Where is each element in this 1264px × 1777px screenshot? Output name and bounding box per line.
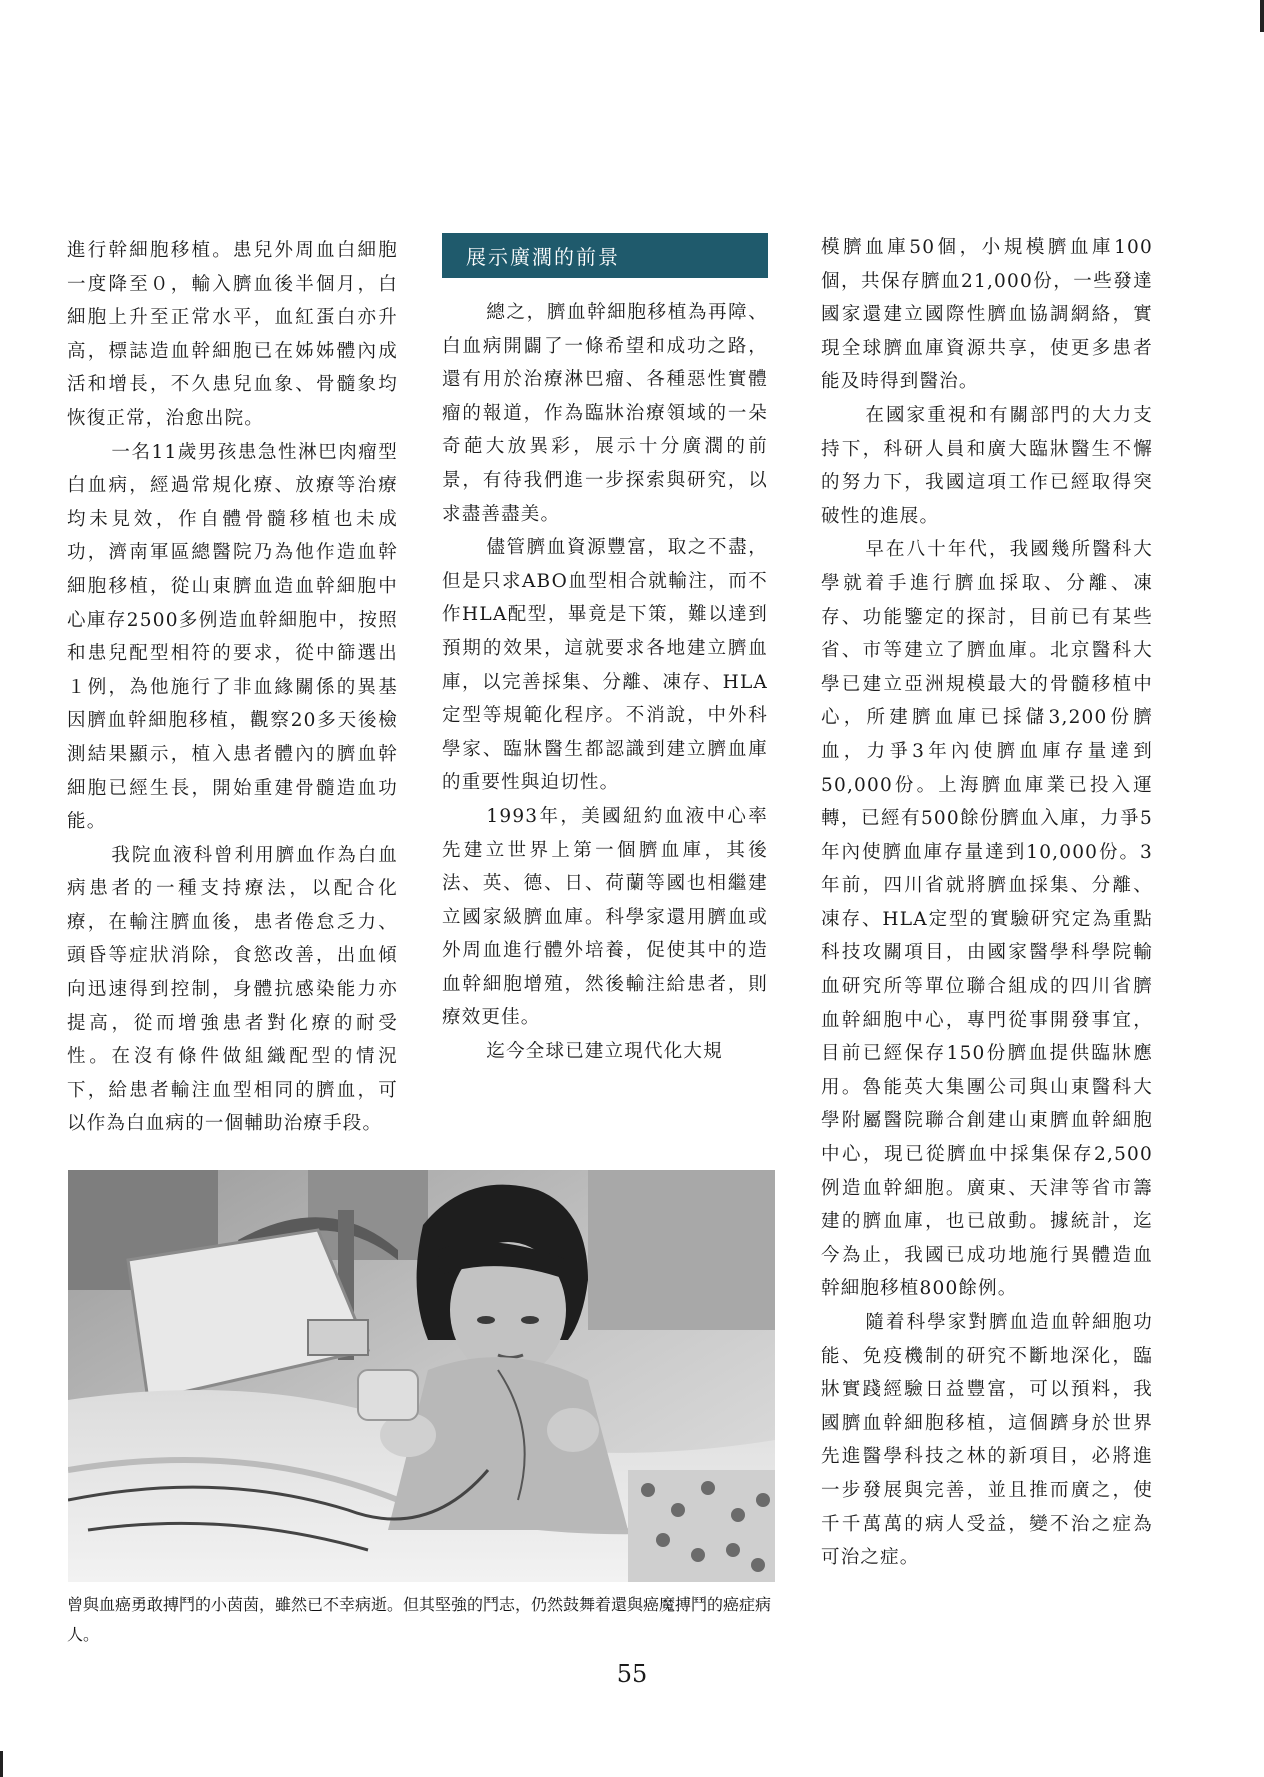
photo-caption: 曾與血癌勇敢搏鬥的小茵茵，雖然已不幸病逝。但其堅強的鬥志，仍然鼓舞着還與癌魔搏鬥的癌症病人。	[67, 1595, 772, 1644]
scan-edge-mark	[0, 1751, 3, 1777]
paragraph: 迄今全球已建立現代化大規	[486, 1041, 723, 1063]
paragraph: 隨着科學家對臍血造血幹細胞功能、免疫機制的研究不斷地深化，臨牀實踐經驗日益豐富，可以預料，我國臍血幹細胞移植，這個躋身於世界先進醫學科技之林的新項目，必將進一步發展與完善，並且推而廣之，使千千萬萬的病人受益，變不治之症為可治之症。	[821, 1312, 1153, 1569]
text-column-3	[821, 231, 1153, 1575]
paragraph: 一名11歲男孩患急性淋巴肉瘤型白血病，經過常規化療、放療等治療均未見效，作自體骨髓移植也未成功，濟南軍區總醫院乃為他作造血幹細胞移植，從山東臍血造血幹細胞中心庫存2500多例造血幹細胞中，按照和患兒配型相符的要求，從中篩選出１例，為他施行了非血緣關係的異基因臍血幹細胞移植，觀察20多天後檢測結果顯示，植入患者體內的臍血幹細胞已經生長，開始重建骨髓造血功能。	[67, 441, 398, 833]
photo-child-in-hospital-bed	[68, 1170, 775, 1582]
paragraph: 我院血液科曾利用臍血作為白血病患者的一種支持療法，以配合化療，在輸注臍血後，患者倦怠乏力、頭昏等症狀消除，食慾改善，出血傾向迅速得到控制，身體抗感染能力亦提高，從而增強患者對化療的耐受性。在沒有條件做組織配型的情況下，給患者輸注血型相同的臍血，可以作為白血病的一個輔助治療手段。	[67, 844, 398, 1135]
paragraph: 1993年，美國紐約血液中心率先建立世界上第一個臍血庫，其後法、英、德、日、荷蘭等國也相繼建立國家級臍血庫。科學家還用臍血或外周血進行體外培養，促使其中的造血幹細胞增殖，然後輸注給患者，則療效更佳。	[442, 805, 768, 1029]
paragraph: 總之，臍血幹細胞移植為再障、白血病開闢了一條希望和成功之路，還有用於治療淋巴瘤、各種惡性實體瘤的報道，作為臨牀治療領域的一朵奇葩大放異彩，展示十分廣濶的前景，有待我們進一步探索與研究，以求盡善盡美。	[442, 302, 768, 525]
paragraph: 在國家重視和有關部門的大力支持下，科研人員和廣大臨牀醫生不懈的努力下，我國這項工作已經取得突破性的進展。	[821, 404, 1153, 527]
paragraph: 早在八十年代，我國幾所醫科大學就着手進行臍血採取、分離、凍存、功能鑒定的探討，目前已有某些省、市等建立了臍血庫。北京醫科大學已建立亞洲規模最大的骨髓移植中心，所建臍血庫已採儲3,200份臍血，力爭3年內使臍血庫存量達到50,000份。上海臍血庫業已投入運轉，已經有500餘份臍血入庫，力爭5年內使臍血庫存量達到10,000份。3年前，四川省就將臍血採集、分離、凍存、HLA定型的實驗研究定為重點科技攻關項目，由國家醫學科學院輸血研究所等單位聯合組成的四川省臍血幹細胞中心，專門從事開發事宜，目前已經保存150份臍血提供臨牀應用。魯能英大集團公司與山東醫科大學附屬醫院聯合創建山東臍血幹細胞中心，現已從臍血中採集保存2,500例造血幹細胞。廣東、天津等省市籌建的臍血庫，也已啟動。據統計，迄今為止，我國已成功地施行異體造血幹細胞移植800餘例。	[821, 539, 1153, 1300]
scan-edge-mark	[1260, 0, 1264, 32]
paragraph: 儘管臍血資源豐富，取之不盡，但是只求ABO血型相合就輸注，而不作HLA配型，畢竟是下策，難以達到預期的效果，這就要求各地建立臍血庫，以完善採集、分離、凍存、HLA定型等規範化程序。不消說，中外科學家、臨牀醫生都認識到建立臍血庫的重要性與迫切性。	[442, 537, 768, 794]
text-column-1	[67, 234, 398, 1141]
section-heading: 展示廣濶的前景	[442, 233, 768, 278]
paragraph: 進行幹細胞移植。患兒外周血白細胞一度降至０，輸入臍血後半個月，白細胞上升至正常水平，血紅蛋白亦升高，標誌造血幹細胞已在姊姊體內成活和增長，不久患兒血象、骨髓象均恢復正常，治愈出院。	[67, 240, 398, 429]
text-column-2	[442, 296, 768, 1069]
page-number: 55	[616, 1660, 648, 1688]
paragraph: 模臍血庫50個，小規模臍血庫100個，共保存臍血21,000份，一些發達國家還建立國際性臍血協調網絡，實現全球臍血庫資源共享，使更多患者能及時得到醫治。	[821, 237, 1153, 393]
